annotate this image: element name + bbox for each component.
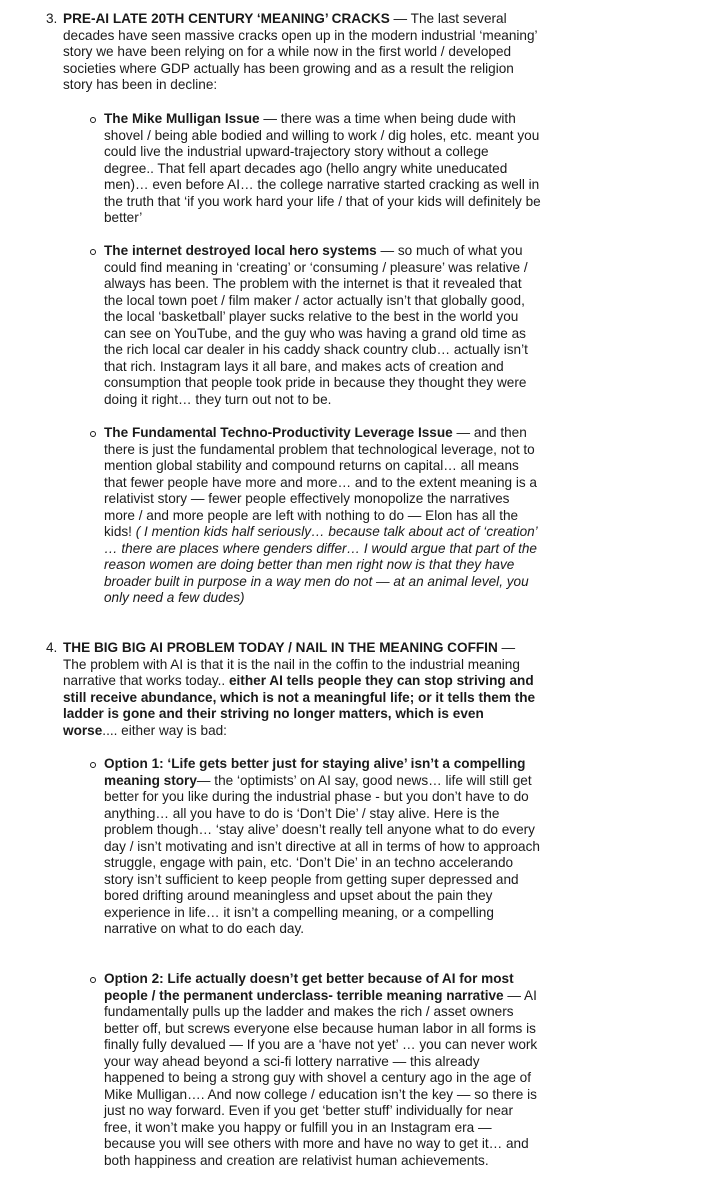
list-item-title: Option 1: ‘Life gets better just for staying alive’ isn’t a compelling meaning story bbox=[104, 756, 526, 788]
section-3 bbox=[46, 11, 541, 94]
list-item-title: The Mike Mulligan Issue bbox=[104, 111, 260, 126]
list-item-text: — there was a time when being dude with shovel / being able bodied and willing to work / dig holes, etc. meant you could live the industrial upward-trajectory story without a college degree.. That fell apart decades ago (hello angry white uneducated men)… even before AI… the college narrative started cracking as well in the truth that ‘if you work hard your life / that of your kids will definitely be better’ bbox=[104, 111, 541, 225]
list-item-paragraph bbox=[104, 111, 541, 227]
section-paragraph bbox=[63, 11, 541, 94]
section-heading: PRE-AI LATE 20TH CENTURY ‘MEANING’ CRACKS bbox=[63, 11, 390, 26]
section-heading: THE BIG BIG AI PROBLEM TODAY / NAIL IN THE MEANING COFFIN bbox=[63, 640, 498, 655]
list-item-paragraph bbox=[104, 243, 541, 408]
list-item-paragraph bbox=[104, 425, 541, 607]
hollow-bullet-icon bbox=[90, 762, 96, 768]
list-item-mike-mulligan bbox=[104, 111, 541, 227]
list-item-title: The Fundamental Techno-Productivity Leverage Issue bbox=[104, 425, 453, 440]
section-number: 4. bbox=[46, 640, 58, 655]
hollow-bullet-icon bbox=[90, 977, 96, 983]
section-body: — The problem with AI is that it is the nail in the coffin to the industrial meaning narrative that works today.. bbox=[63, 640, 520, 688]
hollow-bullet-icon bbox=[90, 431, 96, 437]
section-bold-claim: either AI tells people they can stop striving and still receive abundance, which is not a meaningful life; or it tells them the ladder is gone and their striving no longer matters, which is even worse bbox=[63, 673, 536, 738]
list-item-text: — AI fundamentally pulls up the ladder and makes the rich / asset owners better off, but screws everyone else because human labor in all forms is finally fully devalued — If you are a ‘have not yet’ … you can never work your way ahead beyond a sci-fi lottery narrative — this already happened to being a strong guy with shovel a century ago in the age of Mike Mulligan…. And now college / education isn’t the key — so there is just no way forward. Even if you get ‘better stuff’ individually for near free, it won’t make you happy or fulfill you in an Instagram era — because you will see others with more and have no way to get it… and both happiness and creation are relativist human achievements. bbox=[104, 987, 538, 1168]
list-item-local-hero bbox=[104, 243, 541, 408]
hollow-bullet-icon bbox=[90, 117, 96, 123]
section-4 bbox=[46, 640, 541, 739]
list-item-option-1 bbox=[104, 756, 541, 938]
section-body: — The last several decades have seen massive cracks open up in the modern industrial ‘meaning’ story we have been relying on for a while now in the first world / developed societies where GDP actually has been growing and as a result the religion story has been in decline: bbox=[63, 11, 538, 92]
list-item-text: — and then there is just the fundamental problem that technological leverage, not to mention global stability and compound returns on capital… all means that fewer people have more and more… and to the extent meaning is a relativist story — fewer people effectively monopolize the narratives more / and more people are left with nothing to do — Elon has all the kids! bbox=[104, 425, 537, 539]
list-item-techno-leverage bbox=[104, 425, 541, 607]
section-number: 3. bbox=[46, 11, 58, 26]
list-item-text: — so much of what you could find meaning in ‘creating’ or ‘consuming / pleasure’ was relative / always has been. The problem with the internet is that it revealed that the local town poet / film maker / actor actually isn’t that globally good, the local ‘basketball’ player sucks relative to the best in the world you can see on YouTube, and the guy who was having a grand old time as the rich local car dealer in his caddy shack country club… actually isn’t that rich. Instagram lays it all bare, and makes acts of creation and consumption that people took pride in because they thought they were doing it right… they turn out not to be. bbox=[104, 243, 528, 407]
list-item-paragraph bbox=[104, 971, 541, 1169]
section-paragraph bbox=[63, 640, 541, 739]
hollow-bullet-icon bbox=[90, 249, 96, 255]
list-item-option-2 bbox=[104, 971, 541, 1169]
list-item-title: The internet destroyed local hero systems bbox=[104, 243, 377, 258]
list-item-paragraph bbox=[104, 756, 541, 938]
list-item-text: — the ‘optimists’ on AI say, good news… life will still get better for you like during the industrial phase - but you don’t have to do anything… all you have to do is ‘Don’t Die’ / stay alive. Here is the problem though… ‘stay alive’ doesn’t really tell anyone what to do every day / isn’t motivating and isn’t directive at all in terms of how to approach struggle, engage with pain, etc. ‘Don’t Die’ in an techno accelerando story isn’t sufficient to keep people from getting super depressed and bored drifting around meaningless and upset about the pain they experience in life… it isn’t a compelling meaning, or a compelling narrative on what to do each day. bbox=[104, 772, 540, 936]
section-body-tail: .... either way is bad: bbox=[102, 722, 227, 738]
list-item-title: Option 2: Life actually doesn’t get better because of AI for most people / the permanent underclass- terrible meaning narrative bbox=[104, 971, 514, 1003]
list-item-aside: ( I mention kids half seriously… because talk about act of ‘creation’ … there are places where genders differ… I would argue that part of the reason women are doing better than men right now is that they have broader built in purpose in a way men do not — at an animal level, you only need a few dudes) bbox=[104, 524, 537, 605]
